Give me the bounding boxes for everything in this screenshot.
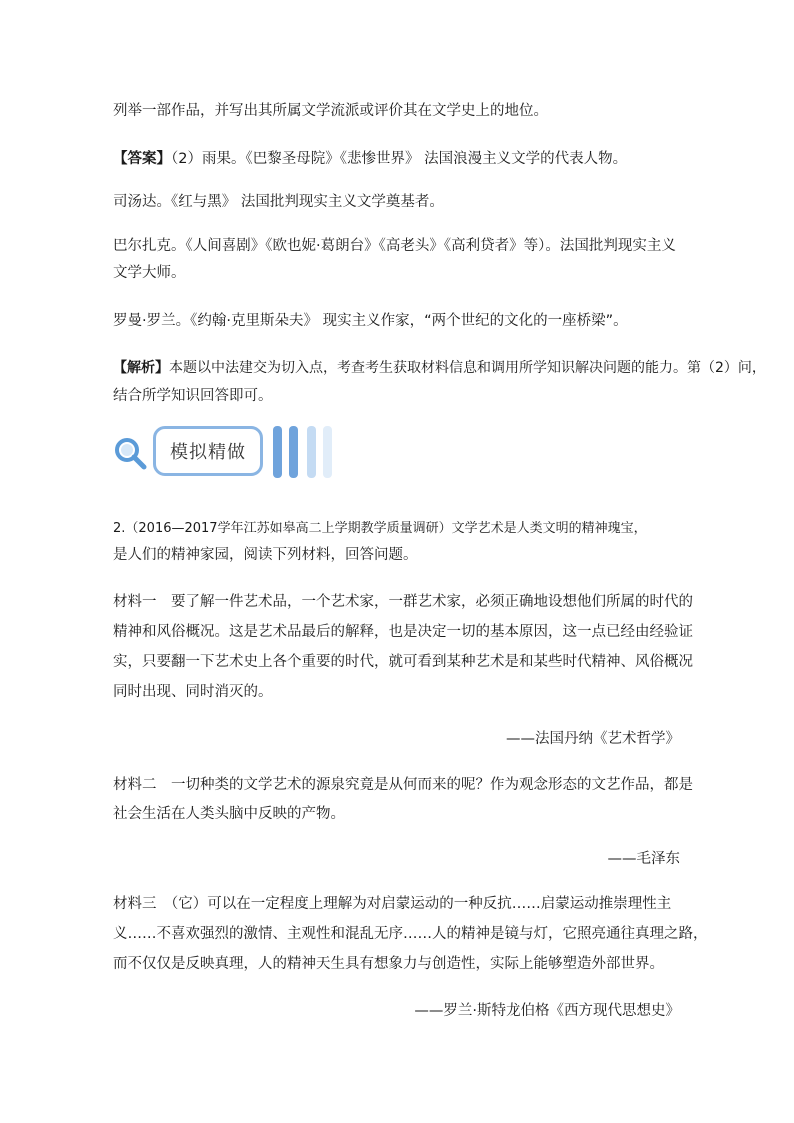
banner-bar <box>289 426 298 478</box>
section-banner <box>113 424 353 482</box>
question-line-2: 是人们的精神家园，阅读下列材料，回答问题。 <box>113 547 418 563</box>
answer-line-1 <box>113 149 627 169</box>
banner-label: 模拟精做 <box>153 426 263 476</box>
material1-line-1: 材料一 要了解一件艺术品，一个艺术家，一群艺术家，必须正确地设想他们所属的时代的 <box>113 594 693 610</box>
analysis-line-1 <box>113 358 766 378</box>
material2-line-1: 材料二 一切种类的文学艺术的源泉究竟是从何而来的呢？作为观念形态的文艺作品，都是 <box>113 777 693 793</box>
analysis-text: 本题以中法建交为切入点，考查考生获取材料信息和调用所学知识解决问题的能力。第（2）问， <box>169 360 766 376</box>
answer-line-3b: 文学大师。 <box>113 265 186 281</box>
material1-source: ——法国丹纳《艺术哲学》 <box>506 731 680 747</box>
analysis-line-2: 结合所学知识回答即可。 <box>113 388 273 404</box>
material3-source: ——罗兰·斯特龙伯格《西方现代思想史》 <box>414 1003 680 1019</box>
material1-line-2: 精神和风俗概况。这是艺术品最后的解释，也是决定一切的基本原因，这一点已经由经验证 <box>113 624 693 640</box>
material2-line-2: 社会生活在人类头脑中反映的产物。 <box>113 806 345 822</box>
answer-text: （2）雨果。《巴黎圣母院》《悲惨世界》 法国浪漫主义文学的代表人物。 <box>171 151 628 167</box>
material3-line-3: 而不仅仅是反映真理，人的精神天生具有想象力与创造性，实际上能够塑造外部世界。 <box>113 956 664 972</box>
answer-line-2: 司汤达。《红与黑》 法国批判现实主义文学奠基者。 <box>113 194 444 210</box>
magnifier-icon <box>113 436 147 470</box>
intro-text: 列举一部作品，并写出其所属文学流派或评价其在文学史上的地位。 <box>113 103 548 119</box>
material3-line-2: 义……不喜欢强烈的激情、主观性和混乱无序……人的精神是镜与灯，它照亮通往真理之路， <box>113 926 708 942</box>
banner-bar <box>323 426 332 478</box>
answer-line-4: 罗曼·罗兰。《约翰·克里斯朵夫》 现实主义作家，“两个世纪的文化的一座桥梁”。 <box>113 313 628 329</box>
answer-line-3a: 巴尔扎克。《人间喜剧》《欧也妮·葛朗台》《高老头》《高利贷者》等）。法国批判现实主义 <box>113 238 676 254</box>
material2-source: ——毛泽东 <box>607 851 680 867</box>
analysis-tag: 【解析】 <box>113 360 169 376</box>
question-line-1: 2.（2016—2017学年江苏如皋高二上学期教学质量调研）文学艺术是人类文明的精神瑰宝， <box>113 521 647 536</box>
material3-line-1: 材料三 （它）可以在一定程度上理解为对启蒙运动的一种反抗……启蒙运动推崇理性主 <box>113 896 672 912</box>
banner-bar <box>307 426 316 478</box>
material1-line-3: 实，只要翻一下艺术史上各个重要的时代，就可看到某种艺术是和某些时代精神、风俗概况 <box>113 654 693 670</box>
banner-bar <box>273 426 282 478</box>
material1-line-4: 同时出现、同时消灭的。 <box>113 684 273 700</box>
answer-tag: 【答案】 <box>113 151 171 167</box>
